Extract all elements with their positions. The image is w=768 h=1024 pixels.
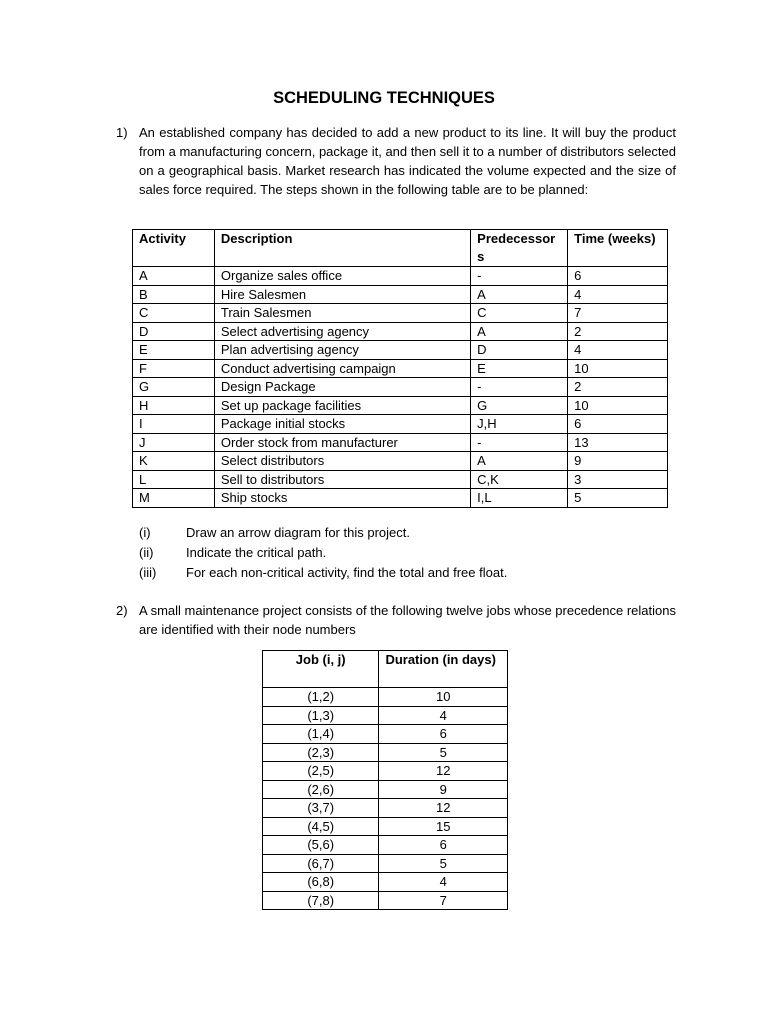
- subpart-text: Indicate the critical path.: [186, 545, 327, 560]
- job-cell: (5,6): [263, 836, 379, 855]
- description-cell: Select distributors: [214, 452, 470, 471]
- activity-cell: E: [133, 341, 215, 360]
- activity-cell: D: [133, 322, 215, 341]
- predecessor-cell: -: [471, 433, 568, 452]
- table-row: [263, 688, 508, 707]
- job-cell: (2,5): [263, 762, 379, 781]
- time-cell: 6: [568, 415, 668, 434]
- job-cell: (1,2): [263, 688, 379, 707]
- subpart-text: Draw an arrow diagram for this project.: [186, 525, 410, 540]
- duration-cell: 6: [379, 725, 508, 744]
- table-row: [133, 415, 668, 434]
- table-row: [133, 285, 668, 304]
- activity-cell: K: [133, 452, 215, 471]
- activity-cell: J: [133, 433, 215, 452]
- header-time: Time (weeks): [568, 230, 668, 267]
- time-cell: 2: [568, 322, 668, 341]
- table-row: [133, 341, 668, 360]
- header-predecessors: Predecessor s: [471, 230, 568, 267]
- duration-cell: 4: [379, 873, 508, 892]
- predecessor-cell: -: [471, 378, 568, 397]
- activity-cell: G: [133, 378, 215, 397]
- duration-cell: 5: [379, 854, 508, 873]
- duration-cell: 10: [379, 688, 508, 707]
- table-row: [133, 378, 668, 397]
- job-cell: (2,3): [263, 743, 379, 762]
- header-description: Description: [214, 230, 470, 267]
- predecessor-cell: C,K: [471, 470, 568, 489]
- table-row: [263, 873, 508, 892]
- predecessor-cell: A: [471, 452, 568, 471]
- duration-cell: 6: [379, 836, 508, 855]
- description-cell: Train Salesmen: [214, 304, 470, 323]
- question-1-number: 1): [116, 125, 128, 140]
- table-row: [133, 267, 668, 286]
- time-cell: 2: [568, 378, 668, 397]
- duration-cell: 5: [379, 743, 508, 762]
- description-cell: Conduct advertising campaign: [214, 359, 470, 378]
- table-header-row: [133, 230, 668, 267]
- job-cell: (7,8): [263, 891, 379, 910]
- activity-cell: L: [133, 470, 215, 489]
- subpart-text: For each non-critical activity, find the total and free float.: [186, 565, 508, 580]
- table-row: [133, 396, 668, 415]
- description-cell: Design Package: [214, 378, 470, 397]
- header-duration: Duration (in days): [379, 651, 508, 688]
- description-cell: Hire Salesmen: [214, 285, 470, 304]
- page-title: SCHEDULING TECHNIQUES: [273, 89, 495, 107]
- question-2-text: A small maintenance project consists of the following twelve jobs whose precedence relations are identified with their node numbers: [139, 603, 676, 637]
- table-row: [133, 322, 668, 341]
- table-row: [133, 359, 668, 378]
- time-cell: 10: [568, 359, 668, 378]
- table-row: [263, 891, 508, 910]
- time-cell: 5: [568, 489, 668, 508]
- description-cell: Select advertising agency: [214, 322, 470, 341]
- jobs-table: [262, 650, 508, 910]
- time-cell: 7: [568, 304, 668, 323]
- predecessor-cell: J,H: [471, 415, 568, 434]
- duration-cell: 12: [379, 762, 508, 781]
- job-cell: (3,7): [263, 799, 379, 818]
- activity-cell: B: [133, 285, 215, 304]
- activities-table: [132, 229, 668, 508]
- description-cell: Organize sales office: [214, 267, 470, 286]
- table-row: [263, 799, 508, 818]
- time-cell: 4: [568, 285, 668, 304]
- table-row: [263, 762, 508, 781]
- table-row: [133, 470, 668, 489]
- header-job: Job (i, j): [263, 651, 379, 688]
- description-cell: Set up package facilities: [214, 396, 470, 415]
- table-row: [133, 452, 668, 471]
- job-cell: (2,6): [263, 780, 379, 799]
- table-row: [263, 836, 508, 855]
- duration-cell: 15: [379, 817, 508, 836]
- description-cell: Plan advertising agency: [214, 341, 470, 360]
- subpart-label: (i): [139, 525, 151, 540]
- job-cell: (1,4): [263, 725, 379, 744]
- time-cell: 13: [568, 433, 668, 452]
- subpart-label: (ii): [139, 545, 154, 560]
- description-cell: Package initial stocks: [214, 415, 470, 434]
- activity-cell: F: [133, 359, 215, 378]
- predecessor-cell: E: [471, 359, 568, 378]
- description-cell: Order stock from manufacturer: [214, 433, 470, 452]
- predecessor-cell: G: [471, 396, 568, 415]
- job-cell: (6,7): [263, 854, 379, 873]
- activity-cell: A: [133, 267, 215, 286]
- table-row: [263, 706, 508, 725]
- time-cell: 6: [568, 267, 668, 286]
- activity-cell: C: [133, 304, 215, 323]
- predecessor-cell: A: [471, 322, 568, 341]
- time-cell: 9: [568, 452, 668, 471]
- jobs-table-body: [263, 688, 508, 910]
- table-row: [133, 433, 668, 452]
- activity-cell: M: [133, 489, 215, 508]
- job-cell: (6,8): [263, 873, 379, 892]
- table-row: [133, 304, 668, 323]
- duration-cell: 9: [379, 780, 508, 799]
- activities-table-body: [133, 267, 668, 508]
- predecessor-cell: D: [471, 341, 568, 360]
- header-activity: Activity: [133, 230, 215, 267]
- table-row: [263, 725, 508, 744]
- table-row: [263, 743, 508, 762]
- time-cell: 3: [568, 470, 668, 489]
- predecessor-cell: -: [471, 267, 568, 286]
- time-cell: 10: [568, 396, 668, 415]
- duration-cell: 4: [379, 706, 508, 725]
- description-cell: Ship stocks: [214, 489, 470, 508]
- subpart-label: (iii): [139, 565, 157, 580]
- job-cell: (1,3): [263, 706, 379, 725]
- table-row: [263, 780, 508, 799]
- table-row: [263, 854, 508, 873]
- predecessor-cell: C: [471, 304, 568, 323]
- predecessor-cell: A: [471, 285, 568, 304]
- duration-cell: 7: [379, 891, 508, 910]
- time-cell: 4: [568, 341, 668, 360]
- job-cell: (4,5): [263, 817, 379, 836]
- question-2-number: 2): [116, 603, 128, 618]
- table-row: [133, 489, 668, 508]
- activity-cell: H: [133, 396, 215, 415]
- table-row: [263, 817, 508, 836]
- description-cell: Sell to distributors: [214, 470, 470, 489]
- predecessor-cell: I,L: [471, 489, 568, 508]
- activity-cell: I: [133, 415, 215, 434]
- duration-cell: 12: [379, 799, 508, 818]
- question-1-text: An established company has decided to add a new product to its line. It will buy the product from a manufacturing concern, package it, and then sell it to a number of distributors selected on a geographical basis. Market research has indicated the volume expected and the size of sales force required. The steps shown in the following table are to be planned:: [139, 125, 676, 197]
- table-header-row: [263, 651, 508, 688]
